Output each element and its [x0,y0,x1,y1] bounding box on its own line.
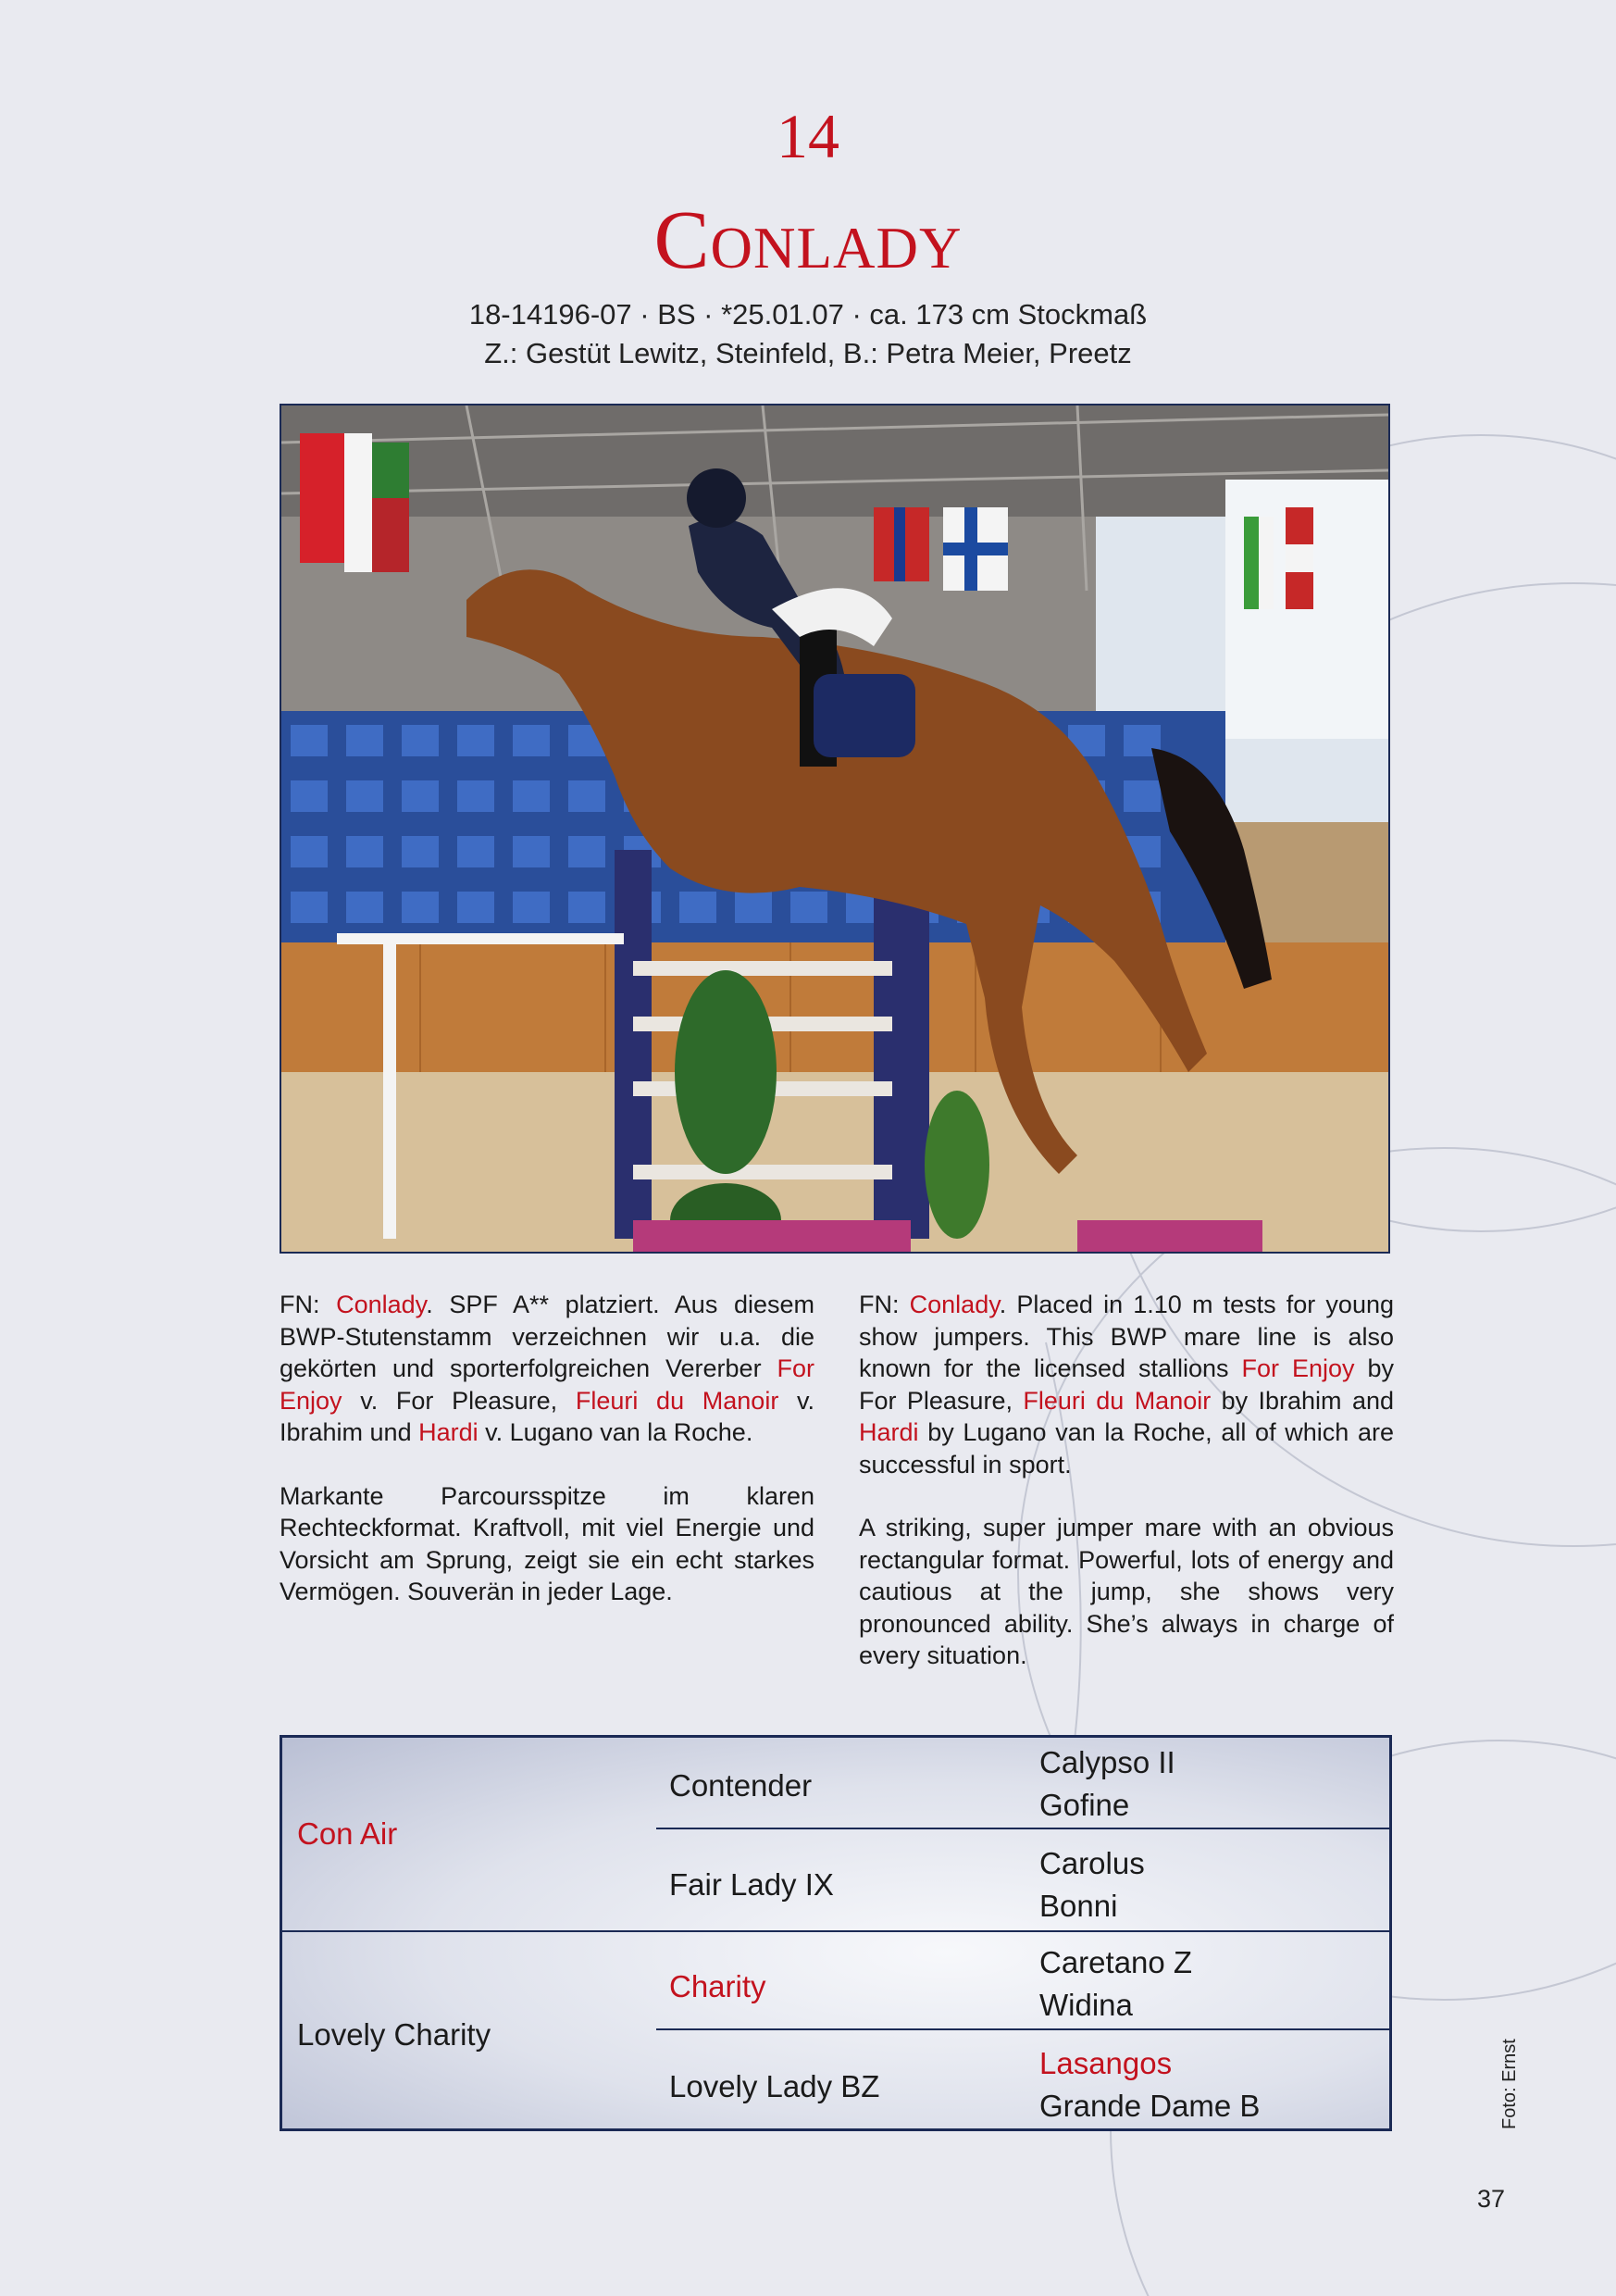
pedigree-ggp-4: Bonni [1039,1889,1118,1923]
horse-name: Conlady [653,194,963,286]
pedigree-ggp-6: Widina [1039,1988,1133,2022]
pedigree-ggp-2: Gofine [1039,1788,1130,1822]
german-text-run-1: Conlady [336,1291,427,1318]
horse-details-line1: 18-14196-07 · BS · *25.01.07 · ca. 173 cm Stockmaß [468,298,1148,331]
english-paragraph-2: A striking, super jumper mare with an obvious rectangular format. Powerful, lots of energy and cautious at the jump, she shows very pronounced ability. She’s always in charge of every situation. [859,1514,1394,1669]
pedigree-ggp-1: Calypso II [1039,1745,1175,1779]
show-jumping-photo [280,404,1390,1254]
german-text-run-5: Fleuri du Manoir [575,1386,779,1415]
english-text-run-6: by Ibrahim and [1211,1386,1394,1415]
breeder-owner-line: Z.: Gestüt Lewitz, Steinfeld, B.: Petra Meier, Preetz [484,337,1132,369]
german-paragraph-1 [280,1289,814,1449]
pedigree-dam: Lovely Charity [297,2017,491,2052]
pedigree-sire-dam: Fair Lady IX [669,1867,834,1902]
english-text-run-2: . Placed in 1.10 m tests for young show jumpers. This BWP mare line is also known for the licensed stallions [859,1291,1395,1382]
german-text-run-7: Hardi [418,1418,479,1446]
pedigree-sire: Con Air [297,1816,398,1851]
german-paragraph-2: Markante Parcoursspitze im klaren Rechteckformat. Kraftvoll, mit viel Energie und Vorsicht am Sprung, zeigt sie ein echt starkes Vermögen. Souverän in jeder Lage. [280,1481,814,1605]
german-text-run-2: . SPF A** platziert. Aus diesem BWP-Stutenstamm verzeichnen wir u.a. die gekörten und sporterfolgreichen Vererber [280,1291,814,1382]
pedigree-ggp-3: Carolus [1039,1846,1145,1880]
pedigree-divider-main [282,1930,1389,1932]
pedigree-dam-dam: Lovely Lady BZ [669,2069,880,2103]
english-paragraph-1 [859,1289,1394,1480]
photo-credit: Foto: Ernst [1499,2039,1520,2129]
german-text-run-4: v. For Pleasure, [342,1386,576,1415]
german-text-run-8: v. Lugano van la Roche. [478,1418,753,1446]
pedigree-ggp-8: Grande Dame B [1039,2089,1261,2123]
german-text-run-6: v. Ibrahim und [280,1386,814,1446]
pedigree-ggp-7: Lasangos [1039,2046,1173,2080]
pedigree-sire-sire: Contender [669,1768,813,1803]
english-text-run-7: Hardi [859,1418,919,1446]
english-text-run-1: Conlady [909,1291,1000,1318]
pedigree-divider-sire [656,1828,1389,1829]
pedigree-table [280,1735,1392,2131]
english-text-run-4: by For Pleasure, [859,1354,1394,1415]
lot-number: 14 [777,101,839,171]
page-number: 37 [1477,2185,1506,2213]
german-text-run-3: For Enjoy [280,1354,814,1415]
pedigree-ggp-5: Caretano Z [1039,1945,1193,1979]
english-text-run-3: For Enjoy [1241,1354,1355,1382]
english-description [859,1289,1394,1703]
pedigree-dam-sire: Charity [669,1969,766,2003]
german-text-run-0: FN: [280,1291,337,1318]
german-description [280,1289,814,1640]
english-text-run-8: by Lugano van la Roche, all of which are successful in sport. [859,1418,1394,1479]
english-text-run-5: Fleuri du Manoir [1023,1386,1212,1415]
english-text-run-0: FN: [859,1291,910,1318]
pedigree-divider-dam [656,2028,1389,2030]
